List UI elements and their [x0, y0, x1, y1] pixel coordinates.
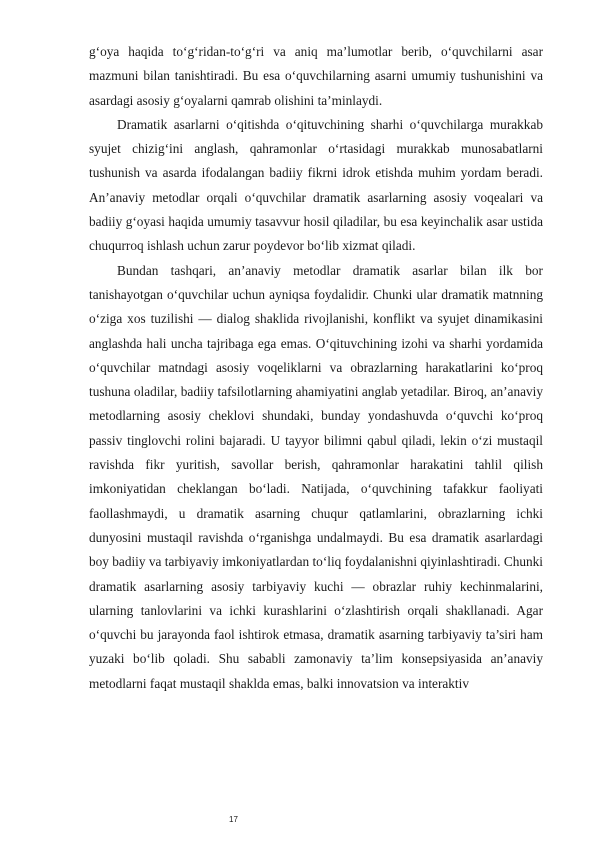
- paragraph-2: Dramatik asarlarni o‘qitishda o‘qituvchining sharhi o‘quvchilarga murakkab syujet chizig‘ini anglash, qahramonlar o‘rtasidagi murakkab munosabatlarni tushunish va asarda ifodalangan badiiy fikrni idrok etishda muhim yordam beradi. An’anaviy metodlar orqali o‘quvchilar dramatik asarlarning asosiy voqealari va badiiy g‘oyasi haqida umumiy tasavvur hosil qiladilar, bu esa keyinchalik asar ustida chuqurroq ishlash uchun zarur poydevor bo‘lib xizmat qiladi.: [89, 116, 543, 254]
- body-text: [89, 40, 543, 696]
- page-number: 17: [229, 815, 238, 824]
- paragraph-1: g‘oya haqida to‘g‘ridan-to‘g‘ri va aniq ma’lumotlar berib, o‘quvchilarni asar mazmuni bilan tanishtiradi. Bu esa o‘quvchilarning asarni umumiy tushunishini va asardagi asosiy g‘oyalarni qamrab olishini ta’minlaydi.: [89, 44, 543, 108]
- paragraph-3: Bundan tashqari, an’anaviy metodlar dramatik asarlar bilan ilk bor tanishayotgan o‘quvchilar uchun ayniqsa foydalidir. Chunki ular dramatik matnning o‘ziga xos tuzilishi — dialog shaklida rivojlanishi, konflikt va syujet dinamikasini anglashda hali uncha tajribaga ega emas. O‘qituvchining izohi va sharhi yordamida o‘quvchilar matndagi asosiy voqeliklarni va obrazlarning harakatlarini ko‘proq tushuna oladilar, badiiy tafsilotlarning ahamiyatini anglab yetadilar. Biroq, an’anaviy metodlarning asosiy cheklovi shundaki, bunday yondashuvda o‘quvchi ko‘proq passiv tinglovchi rolini bajaradi. U tayyor bilimni qabul qiladi, lekin o‘zi mustaqil ravishda fikr yuritish, savollar berish, qahramonlar harakatini tahlil qilish imkoniyatidan cheklangan bo‘ladi. Natijada, o‘quvchining tafakkur faoliyati faollashmaydi, u dramatik asarning chuqur qatlamlarini, obrazlarning ichki dunyosini mustaqil ravishda o‘rganishga undalmaydi. Bu esa dramatik asarlardagi boy badiiy va tarbiyaviy imkoniyatlardan to‘liq foydalanishni qiyinlashtiradi. Chunki dramatik asarlarning asosiy tarbiyaviy kuchi — obrazlar ruhiy kechinmalarini, ularning tanlovlarini va ichki kurashlarini o‘zlashtirish orqali shakllanadi. Agar o‘quvchi bu jarayonda faol ishtirok etmasa, dramatik asarning tarbiyaviy ta’siri ham yuzaki bo‘lib qoladi. Shu sababli zamonaviy ta’lim konsepsiyasida an’anaviy metodlarni faqat mustaqil shaklda emas, balki innovatsion va interaktiv: [89, 262, 543, 691]
